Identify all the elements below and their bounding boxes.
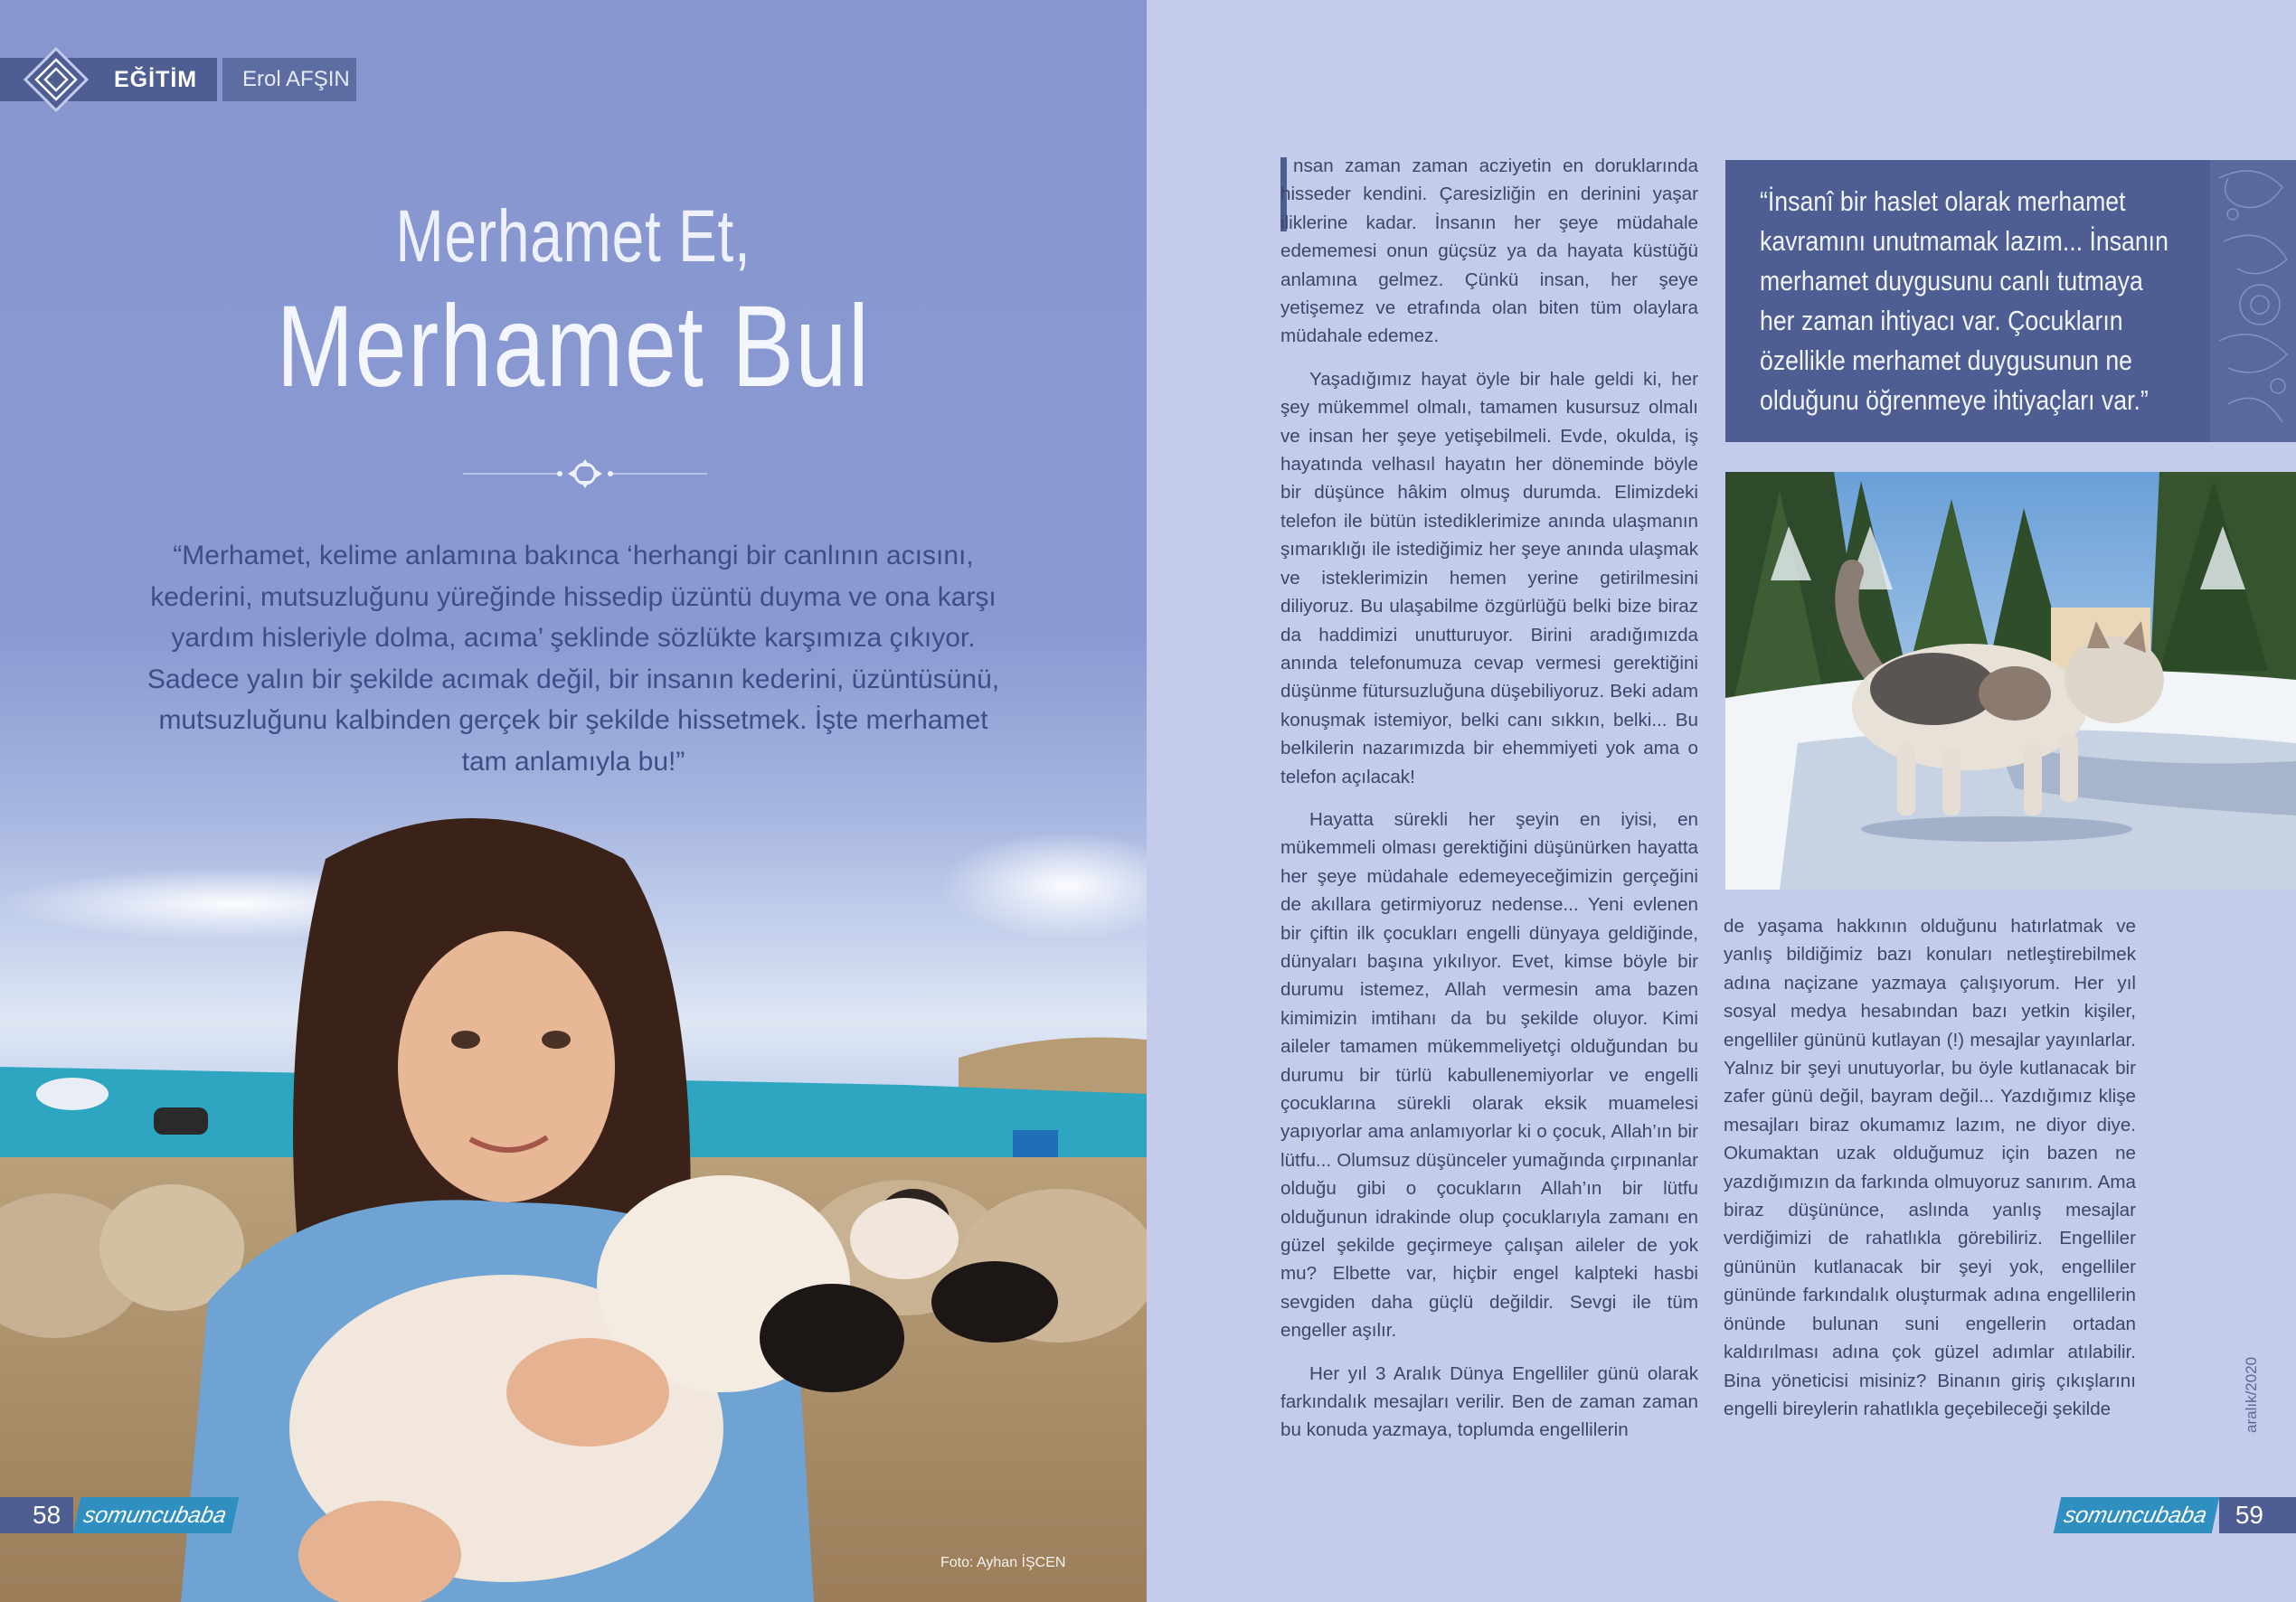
author-name: Erol AFŞIN xyxy=(242,67,350,91)
page-number-right: 59 xyxy=(2219,1497,2296,1533)
issue-date: aralık/2020 xyxy=(2243,1356,2260,1433)
ornament-divider-icon xyxy=(463,456,707,492)
paragraph: Her yıl 3 Aralık Dünya Engelliler günü olarak farkındalık mesajları verilir. Ben de zaman zaman bu konuda yazmaya, toplumda engellilerin xyxy=(1280,1362,1698,1441)
page-footer-right xyxy=(2057,1497,2296,1533)
photo-girl-with-lamb xyxy=(0,796,1147,1602)
article-title-line1: Merhamet Et, xyxy=(395,195,751,278)
category-label: EĞİTİM xyxy=(114,67,198,92)
paragraph: Yaşadığımız hayat öyle bir hale geldi ki, her şey mükemmel olmalı, tamamen kusursuz olmalı ve insan her şeye yetişebilmeli. Evde, okulda, iş hayatında velhasıl hayatın her döneminde böyle bir düşünce hâkim olmuş durumda. Elimizdeki telefon ile bütün istediklerimize anında ulaşmanın şımarıklığı ile istediğimiz her şeye anında ulaşmak ve isteklerimizin hemen yerine getirilmesini diliyoruz. Bu ulaşabilme özgürlüğü belki bize biraz da haddimizi unutturuyor. Birini aradığımızda anında telefonumuza cevap vermesi gerektiğini düşünme fütursuzluğuna düşebiliyoruz. Beki adam konuşmak istemiyor, belki canı sıkkın, belki... Bu belkilerin nazarımızda bir ehemmiyeti yok ama o telefon açılacak! xyxy=(1280,368,1698,787)
photo-credit: Foto: Ayhan İŞCEN xyxy=(940,1555,1066,1570)
lead-quote: “Merhamet, kelime anlamına bakınca ‘herhangi bir canlının acısını, kederini, mutsuzluğunu yüreğinde hissedip üzüntü duyma ve ona karşı yardım hisleriyle dolma, acıma’ şeklinde sözlükte karşımıza çıkıyor. Sadece yalın bir şekilde acımak değil, bir insanın kederini, üzüntüsünü, mutsuzluğunu kalbinden gerçek bir şekilde hissetmek. İşte merhamet tam anlamıyla bu!” xyxy=(146,541,1000,777)
brand-logo-right: somuncubaba xyxy=(2054,1497,2220,1533)
photo-cat-in-snow xyxy=(1725,472,2296,890)
brand-logo-left: somuncubaba xyxy=(73,1497,240,1533)
paragraph: de yaşama hakkının olduğunu hatırlatmak ve yanlış bildiğimiz bazı konuları netleştirebilmek adına naçizane yazmaya çalışıyorum. Her yıl sosyal medya hesabından bazı yetkin kişiler, engelliler gününü kutlayan (!) mesajlar yayınlarlar. Yalnız bir şeyi unutuyorlar, bu öyle kutlanacak bir zafer günü değil, bayram değil... Yazdığımız klişe mesajları biraz okumamız lazım, ne diyor diye. Okumaktan uzak olduğumuz için bazen ne yazdığımızın da farkında olmuyoruz sanırım. Ama biraz düşününce, aslında yanlış mesajlar verdiğimizi de rahatlıkla görebiliriz. Engelliler gününün kutlanacak bir şeyi yok, engelliler gününde farkındalık oluşturmak adına engellilerin önünde bulunan suni engellerin ortadan kaldırılması adına çok güzel adımlar atılabilir. Bina yöneticisi misiniz? Binanın giriş çıkışlarını engelli bireylerin rahatlıkla geçebileceği şekilde xyxy=(1724,916,2136,1419)
text-column-1 xyxy=(1280,152,1698,1459)
text-column-2 xyxy=(1724,912,2136,1437)
floral-pattern-icon xyxy=(2210,160,2296,442)
pull-quote-text: “İnsanî bir haslet olarak merhamet kavramını unutmamak lazım... İnsanın merhamet duygusunu canlı tutmaya her zaman ihtiyacı var. Çocukların özellikle merhamet duygusunun ne olduğunu öğrenmeye ihtiyaçları var.” xyxy=(1760,185,2168,416)
right-page xyxy=(1147,0,2296,1602)
pull-quote-box xyxy=(1725,160,2296,442)
page-number-left: 58 xyxy=(0,1497,73,1533)
paragraph: Hayatta sürekli her şeyin en iyisi, en mükemmeli olması gerektiğini düşünürken hayatta her şeye müdahale edemeyeceğimizin gerçeğini de akıllara getirmiyoruz nedense... Yeni evlenen bir çiftin ilk çocukları engelli dünyaya geldiğinde, dünyaları başına yıkılıyor. Evet, kimse böyle bir durumu istemez, Allah vermesin ama bazen kimimizin imtihanı da bu şekilde oluyor. Kimi aileler tamamen mükemmeliyetçi olduğundan bu durumu bir türlü kabullenemiyorlar ve engelli çocuklarına sürekli olarak eksik muamelesi yapıyorlar ama anlamıyorlar ki o çocuk, Allah’ın bir lütfu... Olumsuz düşünceler yumağında çırpınanlar olduğu gibi o çocukların Allah’ın bir lütfu olduğunun idrakinde olup çocuklarıyla zamanı en güzel şekilde geçirmeye çalışan aileler de yok mu? Elbette var, hiçbir engel kalpteki hasbi sevgiden daha güçlü değildir. Sevgi ile tüm engeller aşılır. xyxy=(1280,808,1698,1342)
page-footer-left xyxy=(0,1497,235,1533)
paragraph: nsan zaman zaman acziyetin en doruklarında hisseder kendini. Çaresizliğin en derinini yaşar iliklerine kadar. İnsanın her şeye müdahale edememesi onun güçsüz ya da hayata küstüğü anlamına gelmez. Çünkü insan, her şeye yetişemez ve etrafında olan biten tüm olaylara müdahale edemez. xyxy=(1280,155,1698,347)
category-bar xyxy=(0,58,357,101)
ornament-diamond-icon xyxy=(24,47,89,112)
article-title-line2: Merhamet Bul xyxy=(276,282,871,411)
left-page xyxy=(0,0,1147,1602)
